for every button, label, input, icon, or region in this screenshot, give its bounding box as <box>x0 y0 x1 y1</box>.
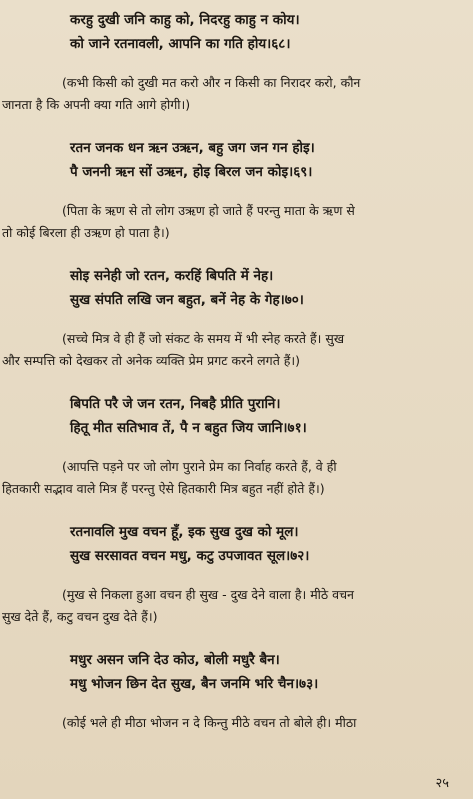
gloss-line: (कोई भले ही मीठा भोजन न दे किन्तु मीठे वचन तो बोले ही। मीठा <box>62 715 357 730</box>
verse-line: को जाने रतनावली, आपनि का गति होय।६८। <box>70 36 291 52</box>
gloss-line: और सम्पत्ति को देखकर तो अनेक व्यक्ति प्रेम प्रगट करने लगते हैं।) <box>2 353 301 368</box>
gloss-line: (आपत्ति पड़ने पर जो लोग पुराने प्रेम का निर्वाह करते हैं, वे ही <box>62 459 337 474</box>
gloss-69 <box>0 200 473 244</box>
verse-70 <box>0 264 473 312</box>
gloss-line: हितकारी सद्भाव वाले मित्र हैं परन्तु ऐसे हितकारी मित्र बहुत नहीं होते हैं।) <box>2 481 325 496</box>
verse-line: बिपति परै जे जन रतन, निबहै प्रीति पुरानि। <box>70 396 281 412</box>
verse-line: रतनावलि मुख वचन हूँ, इक सुख दुख को मूल। <box>70 524 299 540</box>
verse-68 <box>0 8 473 56</box>
gloss-72 <box>0 584 473 628</box>
verse-line: मधुर असन जनि देउ कोउ, बोली मधुरै बैन। <box>70 652 280 668</box>
verse-line: पै जननी ऋन सों उऋन, होइ बिरल जन कोइ।६९। <box>70 164 313 180</box>
gloss-line: (कभी किसी को दुखी मत करो और न किसी का निरादर करो, कौन <box>62 75 361 90</box>
verse-line: हितू मीत सतिभाव तें, पै न बहुत जिय जानि।७१। <box>70 420 307 436</box>
verse-line: सुख सरसावत वचन मधु, कटु उपजावत सूल।७२। <box>70 548 310 564</box>
verse-line: मधु भोजन छिन देत सुख, बैन जनमि भरि चैन।७३। <box>70 676 319 692</box>
gloss-line: तो कोई बिरला ही उऋण हो पाता है।) <box>2 225 170 240</box>
page-content <box>0 8 473 754</box>
gloss-71 <box>0 456 473 500</box>
verse-line: करहु दुखी जनि काहु को, निदरहु काहु न कोय। <box>70 12 300 28</box>
verse-71 <box>0 392 473 440</box>
gloss-68 <box>0 72 473 116</box>
gloss-line: सुख देते हैं, कटु वचन दुख देते हैं।) <box>2 609 158 624</box>
verse-line: सुख संपति लखि जन बहुत, बनें नेह के गेह।७०। <box>70 292 304 308</box>
verse-line: सोइ सनेही जो रतन, करहिं बिपति में नेह। <box>70 268 274 284</box>
verse-69 <box>0 136 473 184</box>
verse-72 <box>0 520 473 568</box>
verse-line: रतन जनक धन ऋन उऋन, बहु जग जन गन होइ। <box>70 140 315 156</box>
gloss-73 <box>0 712 473 734</box>
gloss-line: (मुख से निकला हुआ वचन ही सुख - दुख देने वाला है। मीठे वचन <box>62 587 354 602</box>
gloss-line: जानता है कि अपनी क्या गति आगे होगी।) <box>2 97 191 112</box>
gloss-line: (पिता के ऋण से तो लोग उऋण हो जाते हैं परन्तु माता के ऋण से <box>62 203 355 218</box>
gloss-line: (सच्चे मित्र वे ही हैं जो संकट के समय में भी स्नेह करते हैं। सुख <box>62 331 345 346</box>
page-number: २५ <box>435 776 449 791</box>
verse-73 <box>0 648 473 696</box>
gloss-70 <box>0 328 473 372</box>
